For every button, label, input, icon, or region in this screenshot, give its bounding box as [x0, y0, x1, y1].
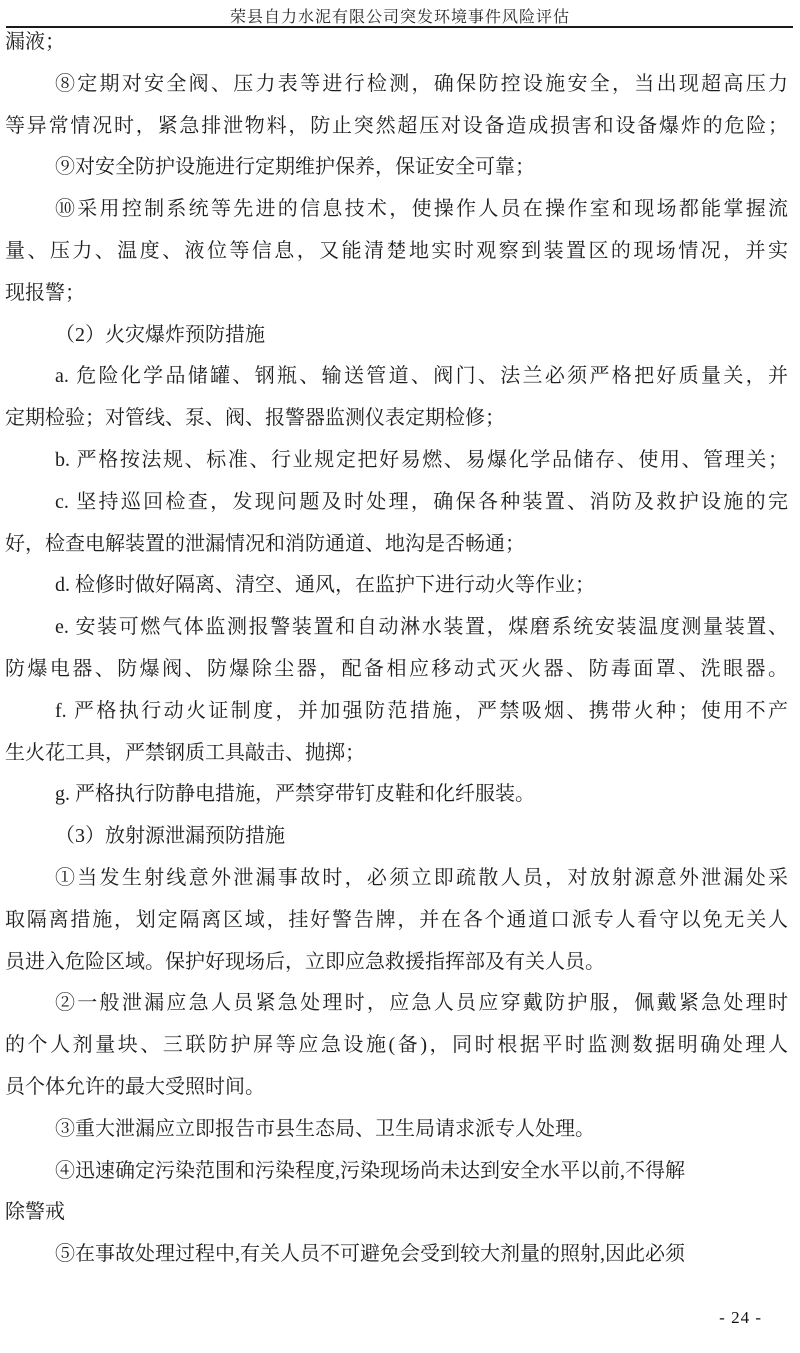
text-line: ⑨对安全防护设施进行定期维护保养，保证安全可靠； — [55, 156, 535, 179]
text-line: d. 检修时做好隔离、清空、通风，在监护下进行动火等作业； — [55, 574, 595, 597]
text-line: ⑧定期对安全阀、压力表等进行检测，确保防控设施安全，当出现超高压力 — [55, 72, 788, 95]
text-line: （3）放射源泄漏预防措施 — [55, 825, 285, 848]
text-line: ②一般泄漏应急人员紧急处理时，应急人员应穿戴防护服，佩戴紧急处理时 — [55, 992, 788, 1015]
text-line: g. 严格执行防静电措施，严禁穿带钉皮鞋和化纤服装。 — [55, 783, 535, 806]
text-line: ⑤在事故处理过程中,有关人员不可避免会受到较大剂量的照射,因此必须 — [55, 1243, 685, 1266]
text-line: b. 严格按法规、标准、行业规定把好易燃、易爆化学品储存、使用、管理关； — [55, 448, 788, 471]
text-line: 的个人剂量块、三联防护屏等应急设施(备)，同时根据平时监测数据明确处理人 — [5, 1034, 788, 1057]
text-line: ①当发生射线意外泄漏事故时，必须立即疏散人员，对放射源意外泄漏处采 — [55, 866, 788, 889]
text-line: 好，检查电解装置的泄漏情况和消防通道、地沟是否畅通； — [5, 532, 525, 555]
text-line: 员个体允许的最大受照时间。 — [5, 1075, 265, 1098]
text-line: 员进入危险区域。保护好现场后，立即应急救援指挥部及有关人员。 — [5, 950, 605, 973]
text-line: ③重大泄漏应立即报告市县生态局、卫生局请求派专人处理。 — [55, 1117, 595, 1140]
text-line: 现报警； — [5, 281, 85, 304]
text-line: a. 危险化学品储罐、钢瓶、输送管道、阀门、法兰必须严格把好质量关，并 — [55, 365, 788, 388]
text-line: 生火花工具，严禁钢质工具敲击、抛掷； — [5, 741, 365, 764]
document-body — [5, 22, 788, 1276]
text-line: 量、压力、温度、液位等信息，又能清楚地实时观察到装置区的现场情况，并实 — [5, 239, 788, 262]
text-line: 等异常情况时，紧急排泄物料，防止突然超压对设备造成损害和设备爆炸的危险； — [5, 114, 788, 137]
text-line: e. 安装可燃气体监测报警装置和自动淋水装置，煤磨系统安装温度测量装置、 — [55, 616, 788, 639]
page-header-title: 荣县自力水泥有限公司突发环境事件风险评估 — [229, 9, 570, 26]
text-line: 漏液； — [5, 31, 65, 53]
text-line: ⑩采用控制系统等先进的信息技术，使操作人员在操作室和现场都能掌握流 — [55, 198, 788, 221]
text-line: （2）火灾爆炸预防措施 — [55, 323, 265, 346]
page-number: - 24 - — [719, 1308, 762, 1327]
text-line: 定期检验；对管线、泵、阀、报警器监测仪表定期检修； — [5, 407, 505, 430]
text-line: 防爆电器、防爆阀、防爆除尘器，配备相应移动式灭火器、防毒面罩、洗眼器。 — [5, 657, 788, 680]
text-line: 除警戒 — [5, 1201, 65, 1224]
text-line: 取隔离措施，划定隔离区域，挂好警告牌，并在各个通道口派专人看守以免无关人 — [5, 908, 788, 931]
text-line: c. 坚持巡回检查，发现问题及时处理，确保各种装置、消防及救护设施的完 — [55, 490, 788, 513]
text-line: f. 严格执行动火证制度，并加强防范措施，严禁吸烟、携带火种；使用不产 — [55, 699, 788, 722]
text-line: ④迅速确定污染范围和污染程度,污染现场尚未达到安全水平以前,不得解 — [55, 1159, 685, 1182]
